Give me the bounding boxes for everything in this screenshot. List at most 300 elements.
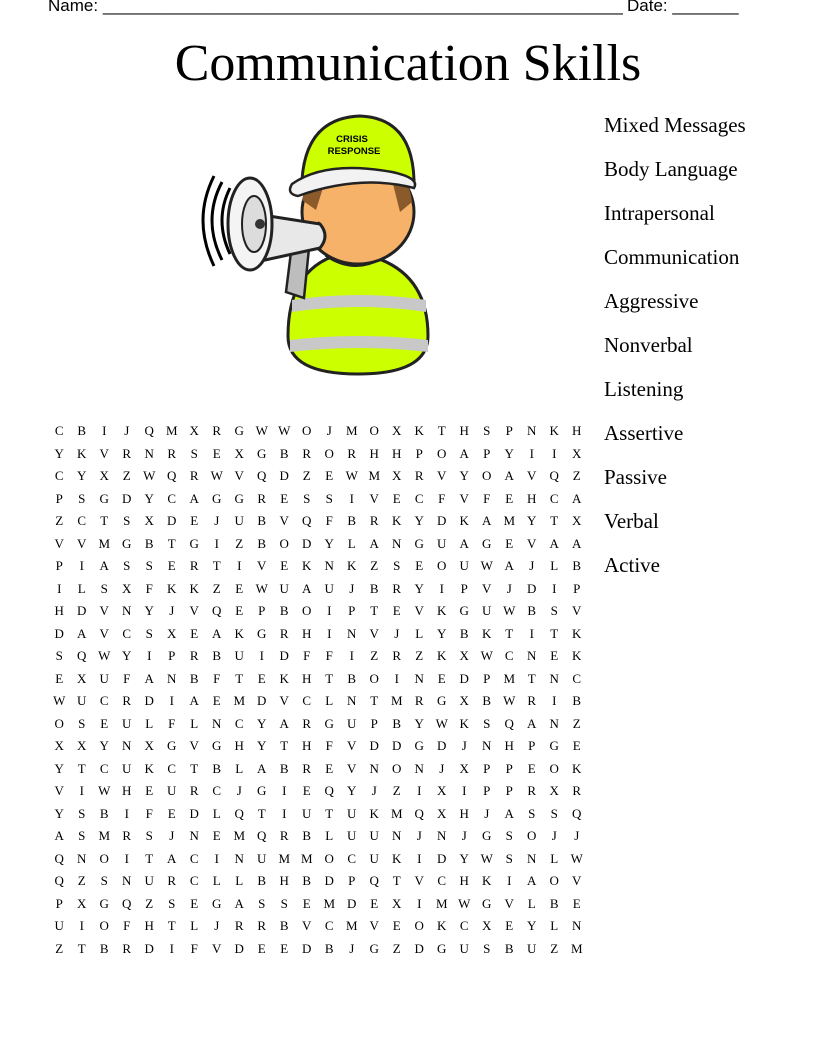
grid-letter[interactable]: I [327, 625, 332, 641]
grid-letter[interactable]: V [414, 873, 424, 888]
grid-letter[interactable]: B [279, 918, 289, 933]
grid-letter[interactable]: C [347, 850, 357, 866]
grid-letter[interactable]: E [392, 918, 401, 933]
grid-letter[interactable]: J [416, 828, 422, 843]
grid-letter[interactable]: J [394, 625, 400, 641]
grid-letter[interactable]: I [169, 693, 174, 708]
grid-letter[interactable]: K [77, 445, 87, 461]
grid-letter[interactable]: P [573, 580, 581, 596]
grid-letter[interactable]: X [234, 445, 244, 461]
grid-letter[interactable]: O [549, 760, 559, 776]
grid-letter[interactable]: T [77, 940, 86, 956]
grid-letter[interactable]: T [437, 423, 446, 438]
grid-letter[interactable]: S [168, 895, 176, 911]
name-field[interactable] [48, 0, 623, 16]
grid-letter[interactable]: C [414, 490, 424, 506]
grid-letter[interactable]: K [437, 918, 447, 933]
grid-letter[interactable]: S [550, 805, 558, 821]
grid-letter[interactable]: G [482, 895, 492, 911]
grid-letter[interactable]: A [527, 873, 537, 888]
grid-letter[interactable]: L [190, 918, 199, 933]
grid-letter[interactable]: R [167, 873, 177, 888]
grid-letter[interactable]: H [122, 783, 132, 798]
grid-letter[interactable]: Q [504, 715, 514, 731]
grid-letter[interactable]: U [482, 603, 492, 618]
grid-letter[interactable]: G [324, 715, 334, 731]
grid-letter[interactable]: A [549, 535, 559, 551]
grid-letter[interactable]: A [504, 468, 514, 483]
grid-letter[interactable]: A [572, 490, 582, 506]
date-blank[interactable]: _______ [672, 0, 739, 15]
grid-letter[interactable]: U [347, 805, 357, 821]
grid-letter[interactable]: I [214, 850, 219, 866]
grid-letter[interactable]: Z [415, 648, 424, 663]
grid-letter[interactable]: V [347, 738, 357, 753]
grid-letter[interactable]: W [345, 468, 358, 483]
grid-letter[interactable]: Y [347, 783, 357, 798]
grid-letter[interactable]: I [529, 445, 534, 461]
grid-letter[interactable]: K [167, 580, 177, 596]
grid-letter[interactable]: X [77, 738, 87, 753]
grid-letter[interactable]: S [123, 558, 131, 573]
grid-letter[interactable]: G [234, 423, 244, 438]
grid-letter[interactable]: W [53, 693, 66, 708]
grid-letter[interactable]: C [54, 423, 64, 438]
grid-letter[interactable]: P [258, 603, 266, 618]
grid-letter[interactable]: M [300, 850, 313, 866]
grid-letter[interactable]: B [347, 670, 357, 686]
grid-letter[interactable]: I [147, 648, 152, 663]
grid-letter[interactable]: F [325, 648, 333, 663]
grid-letter[interactable]: B [302, 873, 312, 888]
grid-letter[interactable]: C [549, 490, 559, 506]
grid-letter[interactable]: Y [257, 738, 267, 753]
grid-letter[interactable]: W [278, 423, 291, 438]
grid-letter[interactable]: S [505, 850, 513, 866]
grid-letter[interactable]: J [214, 513, 220, 528]
grid-letter[interactable]: R [189, 558, 199, 573]
grid-letter[interactable]: A [99, 558, 109, 573]
grid-letter[interactable]: S [258, 895, 266, 911]
grid-letter[interactable]: J [236, 783, 242, 798]
grid-letter[interactable]: P [483, 445, 491, 461]
grid-letter[interactable]: J [169, 828, 175, 843]
grid-letter[interactable]: B [144, 535, 154, 551]
grid-letter[interactable]: E [527, 760, 536, 776]
grid-letter[interactable]: W [143, 468, 156, 483]
grid-letter[interactable]: J [124, 423, 130, 438]
grid-letter[interactable]: M [278, 850, 291, 866]
grid-letter[interactable]: Y [144, 603, 154, 618]
grid-letter[interactable]: T [235, 670, 244, 686]
grid-letter[interactable]: M [368, 468, 381, 483]
grid-letter[interactable]: Q [257, 828, 267, 843]
grid-letter[interactable]: E [55, 670, 64, 686]
grid-letter[interactable]: N [549, 715, 559, 731]
grid-letter[interactable]: X [482, 918, 492, 933]
grid-letter[interactable]: X [437, 783, 447, 798]
grid-letter[interactable]: W [458, 895, 471, 911]
grid-letter[interactable]: H [144, 918, 154, 933]
grid-letter[interactable]: E [572, 895, 581, 911]
grid-letter[interactable]: S [528, 805, 536, 821]
grid-letter[interactable]: R [392, 648, 402, 663]
grid-letter[interactable]: T [280, 738, 289, 753]
grid-letter[interactable]: J [326, 423, 332, 438]
grid-letter[interactable]: P [483, 670, 491, 686]
grid-letter[interactable]: Q [144, 423, 154, 438]
grid-letter[interactable]: P [370, 715, 378, 731]
grid-letter[interactable]: A [302, 580, 312, 596]
grid-letter[interactable]: K [392, 850, 402, 866]
grid-letter[interactable]: B [257, 873, 267, 888]
grid-letter[interactable]: O [414, 918, 424, 933]
grid-letter[interactable]: A [482, 513, 492, 528]
grid-letter[interactable]: I [282, 805, 287, 821]
grid-letter[interactable]: F [438, 490, 446, 506]
grid-letter[interactable]: U [437, 535, 447, 551]
grid-letter[interactable]: J [371, 783, 377, 798]
grid-letter[interactable]: R [212, 423, 222, 438]
grid-letter[interactable]: F [123, 918, 131, 933]
grid-letter[interactable]: U [167, 783, 177, 798]
grid-letter[interactable]: I [462, 783, 467, 798]
grid-letter[interactable]: R [302, 760, 312, 776]
grid-letter[interactable]: X [99, 468, 109, 483]
grid-letter[interactable]: D [437, 738, 447, 753]
grid-letter[interactable]: N [144, 445, 154, 461]
grid-letter[interactable]: E [392, 603, 401, 618]
grid-letter[interactable]: L [347, 535, 356, 551]
grid-letter[interactable]: B [392, 715, 402, 731]
grid-letter[interactable]: U [347, 828, 357, 843]
grid-letter[interactable]: K [347, 558, 357, 573]
grid-letter[interactable]: U [257, 850, 267, 866]
grid-letter[interactable]: U [369, 828, 379, 843]
grid-letter[interactable]: I [552, 693, 557, 708]
grid-letter[interactable]: I [507, 873, 512, 888]
grid-letter[interactable]: N [77, 850, 87, 866]
grid-letter[interactable]: Y [144, 490, 154, 506]
grid-letter[interactable]: T [505, 625, 514, 641]
grid-letter[interactable]: G [257, 625, 267, 641]
grid-letter[interactable]: D [189, 805, 199, 821]
grid-letter[interactable]: N [234, 850, 244, 866]
grid-letter[interactable]: S [393, 558, 401, 573]
grid-letter[interactable]: X [459, 693, 469, 708]
grid-letter[interactable]: I [259, 648, 264, 663]
grid-letter[interactable]: N [414, 760, 424, 776]
grid-letter[interactable]: S [303, 490, 311, 506]
grid-letter[interactable]: Z [392, 783, 401, 798]
grid-letter[interactable]: B [257, 513, 267, 528]
grid-letter[interactable]: E [437, 670, 446, 686]
grid-letter[interactable]: N [122, 873, 132, 888]
grid-letter[interactable]: D [234, 940, 244, 956]
grid-letter[interactable]: R [302, 445, 312, 461]
grid-letter[interactable]: A [504, 558, 514, 573]
grid-letter[interactable]: V [369, 490, 379, 506]
grid-letter[interactable]: R [167, 445, 177, 461]
grid-letter[interactable]: V [99, 603, 109, 618]
grid-letter[interactable]: W [480, 558, 493, 573]
grid-letter[interactable]: G [122, 535, 132, 551]
grid-letter[interactable]: M [570, 940, 583, 956]
grid-letter[interactable]: X [392, 895, 402, 911]
word-search-grid[interactable] [48, 420, 588, 960]
grid-letter[interactable]: H [302, 738, 312, 753]
grid-letter[interactable]: X [144, 513, 154, 528]
grid-letter[interactable]: K [392, 513, 402, 528]
grid-letter[interactable]: A [234, 895, 244, 911]
grid-letter[interactable]: C [189, 850, 199, 866]
grid-letter[interactable]: R [369, 513, 379, 528]
grid-letter[interactable]: I [124, 805, 129, 821]
grid-letter[interactable]: B [212, 760, 222, 776]
grid-letter[interactable]: C [572, 670, 582, 686]
grid-letter[interactable]: L [235, 760, 244, 776]
grid-letter[interactable]: N [482, 738, 492, 753]
grid-letter[interactable]: D [167, 513, 177, 528]
grid-letter[interactable]: G [414, 535, 424, 551]
grid-letter[interactable]: C [99, 693, 109, 708]
grid-letter[interactable]: T [167, 918, 176, 933]
grid-letter[interactable]: Q [54, 850, 64, 866]
grid-letter[interactable]: S [55, 648, 63, 663]
grid-letter[interactable]: T [325, 670, 334, 686]
grid-letter[interactable]: L [145, 715, 154, 731]
grid-letter[interactable]: S [145, 558, 153, 573]
grid-letter[interactable]: O [437, 445, 447, 461]
grid-letter[interactable]: N [527, 648, 537, 663]
grid-letter[interactable]: K [459, 513, 469, 528]
grid-letter[interactable]: O [99, 850, 109, 866]
grid-letter[interactable]: A [504, 805, 514, 821]
grid-letter[interactable]: A [189, 490, 199, 506]
grid-letter[interactable]: D [347, 895, 357, 911]
grid-letter[interactable]: P [55, 490, 63, 506]
grid-letter[interactable]: L [550, 850, 559, 866]
grid-letter[interactable]: R [257, 918, 267, 933]
grid-letter[interactable]: C [302, 693, 312, 708]
grid-letter[interactable]: B [99, 940, 109, 956]
grid-letter[interactable]: I [552, 445, 557, 461]
grid-letter[interactable]: M [233, 828, 246, 843]
grid-letter[interactable]: P [415, 445, 423, 461]
grid-letter[interactable]: W [435, 715, 448, 731]
grid-letter[interactable]: P [505, 783, 513, 798]
grid-letter[interactable]: T [527, 670, 536, 686]
grid-letter[interactable]: E [257, 670, 266, 686]
grid-letter[interactable]: W [210, 468, 223, 483]
grid-letter[interactable]: A [144, 670, 154, 686]
grid-letter[interactable]: L [212, 873, 221, 888]
grid-letter[interactable]: K [302, 558, 312, 573]
grid-letter[interactable]: Y [459, 850, 469, 866]
grid-letter[interactable]: G [257, 445, 267, 461]
grid-letter[interactable]: D [414, 940, 424, 956]
grid-letter[interactable]: Z [55, 513, 64, 528]
grid-letter[interactable]: N [122, 603, 132, 618]
grid-letter[interactable]: R [414, 693, 424, 708]
grid-letter[interactable]: E [100, 715, 109, 731]
grid-letter[interactable]: I [439, 580, 444, 596]
grid-letter[interactable]: M [233, 693, 246, 708]
grid-letter[interactable]: I [529, 625, 534, 641]
grid-letter[interactable]: U [122, 760, 132, 776]
grid-letter[interactable]: U [99, 670, 109, 686]
grid-letter[interactable]: G [234, 490, 244, 506]
grid-letter[interactable]: U [324, 580, 334, 596]
grid-letter[interactable]: E [505, 490, 514, 506]
grid-letter[interactable]: N [549, 670, 559, 686]
grid-letter[interactable]: E [190, 513, 199, 528]
grid-letter[interactable]: O [279, 535, 289, 551]
grid-letter[interactable]: U [369, 850, 379, 866]
grid-letter[interactable]: B [459, 625, 469, 641]
grid-letter[interactable]: Z [302, 468, 311, 483]
grid-letter[interactable]: G [212, 490, 222, 506]
grid-letter[interactable]: H [302, 625, 312, 641]
grid-letter[interactable]: J [169, 603, 175, 618]
grid-letter[interactable]: C [77, 513, 87, 528]
grid-letter[interactable]: G [99, 895, 109, 911]
grid-letter[interactable]: S [483, 715, 491, 731]
grid-letter[interactable]: S [78, 805, 86, 821]
grid-letter[interactable]: B [572, 693, 582, 708]
grid-letter[interactable]: D [279, 468, 289, 483]
grid-letter[interactable]: S [100, 580, 108, 596]
grid-letter[interactable]: I [394, 670, 399, 686]
grid-letter[interactable]: A [459, 445, 469, 461]
grid-letter[interactable]: D [392, 738, 402, 753]
grid-letter[interactable]: P [55, 895, 63, 911]
grid-letter[interactable]: C [167, 490, 177, 506]
grid-letter[interactable]: Y [504, 445, 514, 461]
grid-letter[interactable]: X [572, 445, 582, 461]
grid-letter[interactable]: V [189, 603, 199, 618]
grid-letter[interactable]: L [415, 625, 424, 641]
grid-letter[interactable]: O [392, 760, 402, 776]
grid-letter[interactable]: M [345, 918, 358, 933]
grid-letter[interactable]: C [122, 625, 132, 641]
grid-letter[interactable]: B [369, 580, 379, 596]
grid-letter[interactable]: Z [122, 468, 131, 483]
grid-letter[interactable]: S [78, 828, 86, 843]
grid-letter[interactable]: K [549, 423, 559, 438]
grid-letter[interactable]: A [54, 828, 64, 843]
grid-letter[interactable]: Q [122, 895, 132, 911]
grid-letter[interactable]: U [77, 693, 87, 708]
grid-letter[interactable]: B [77, 423, 87, 438]
grid-letter[interactable]: B [189, 670, 199, 686]
grid-letter[interactable]: T [550, 625, 559, 641]
grid-letter[interactable]: J [484, 805, 490, 821]
grid-letter[interactable]: E [280, 940, 289, 956]
grid-letter[interactable]: M [390, 693, 403, 708]
grid-letter[interactable]: A [572, 535, 582, 551]
grid-letter[interactable]: N [347, 693, 357, 708]
grid-letter[interactable]: N [527, 423, 537, 438]
grid-letter[interactable]: T [370, 693, 379, 708]
grid-letter[interactable]: E [505, 535, 514, 551]
grid-letter[interactable]: Y [414, 715, 424, 731]
grid-letter[interactable]: D [459, 670, 469, 686]
grid-letter[interactable]: L [527, 895, 536, 911]
grid-letter[interactable]: M [435, 895, 448, 911]
grid-letter[interactable]: G [414, 738, 424, 753]
grid-letter[interactable]: K [572, 625, 582, 641]
grid-letter[interactable]: F [325, 513, 333, 528]
grid-letter[interactable]: Y [99, 738, 109, 753]
grid-letter[interactable]: V [99, 625, 109, 641]
grid-letter[interactable]: Z [392, 940, 401, 956]
grid-letter[interactable]: T [370, 603, 379, 618]
grid-letter[interactable]: Q [77, 648, 87, 663]
grid-letter[interactable]: C [459, 918, 469, 933]
grid-letter[interactable]: O [527, 828, 537, 843]
grid-letter[interactable]: E [572, 738, 581, 753]
grid-letter[interactable]: R [122, 693, 132, 708]
grid-letter[interactable]: H [459, 805, 469, 821]
grid-letter[interactable]: R [189, 648, 199, 663]
grid-letter[interactable]: J [439, 760, 445, 776]
grid-letter[interactable]: Q [54, 873, 64, 888]
grid-letter[interactable]: Q [369, 873, 379, 888]
grid-letter[interactable]: Q [167, 468, 177, 483]
grid-letter[interactable]: A [459, 535, 469, 551]
grid-letter[interactable]: N [347, 625, 357, 641]
grid-letter[interactable]: N [414, 670, 424, 686]
grid-letter[interactable]: H [392, 445, 402, 461]
grid-letter[interactable]: S [100, 873, 108, 888]
grid-letter[interactable]: D [122, 490, 132, 506]
grid-letter[interactable]: C [167, 760, 177, 776]
grid-letter[interactable]: E [370, 895, 379, 911]
grid-letter[interactable]: A [77, 625, 87, 641]
grid-letter[interactable]: O [437, 558, 447, 573]
grid-letter[interactable]: U [459, 940, 469, 956]
grid-letter[interactable]: M [503, 513, 516, 528]
grid-letter[interactable]: R [122, 445, 132, 461]
grid-letter[interactable]: W [503, 693, 516, 708]
grid-letter[interactable]: Q [414, 805, 424, 821]
grid-letter[interactable]: V [459, 490, 469, 506]
grid-letter[interactable]: N [167, 670, 177, 686]
grid-letter[interactable]: U [234, 648, 244, 663]
grid-letter[interactable]: Q [257, 468, 267, 483]
grid-letter[interactable]: H [279, 873, 289, 888]
grid-letter[interactable]: E [302, 895, 311, 911]
grid-letter[interactable]: K [437, 648, 447, 663]
grid-letter[interactable]: B [212, 648, 222, 663]
grid-letter[interactable]: B [527, 603, 537, 618]
grid-letter[interactable]: J [461, 738, 467, 753]
grid-letter[interactable]: K [572, 648, 582, 663]
grid-letter[interactable]: I [79, 918, 84, 933]
grid-letter[interactable]: C [234, 715, 244, 731]
grid-letter[interactable]: S [123, 513, 131, 528]
grid-letter[interactable]: E [392, 490, 401, 506]
grid-letter[interactable]: O [302, 603, 312, 618]
grid-letter[interactable]: O [302, 423, 312, 438]
grid-letter[interactable]: H [504, 738, 514, 753]
grid-letter[interactable]: N [122, 738, 132, 753]
grid-letter[interactable]: X [144, 738, 154, 753]
grid-letter[interactable]: B [504, 940, 514, 956]
grid-letter[interactable]: B [324, 940, 334, 956]
grid-letter[interactable]: G [167, 738, 177, 753]
